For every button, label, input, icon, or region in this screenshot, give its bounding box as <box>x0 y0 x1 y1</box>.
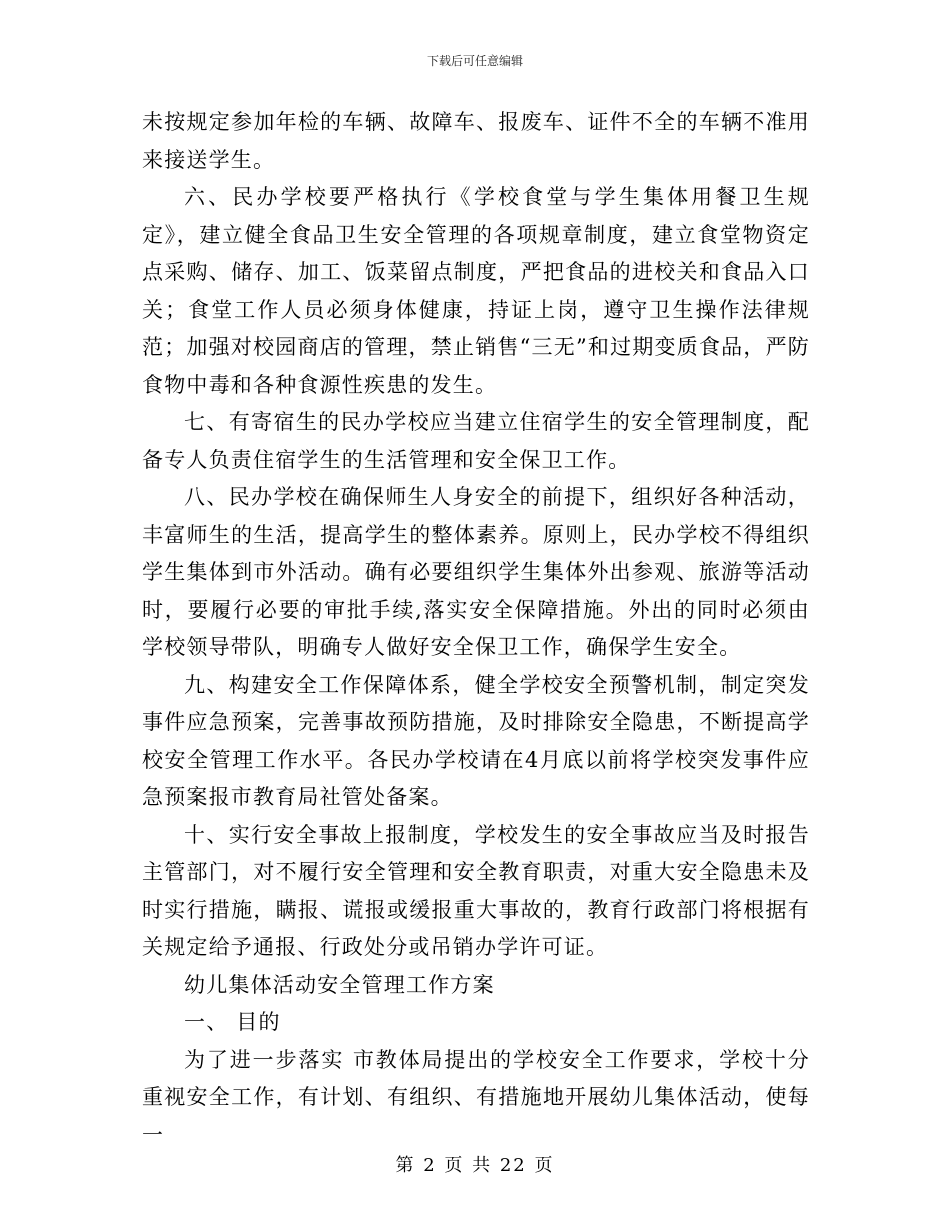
section-title: 幼儿集体活动安全管理工作方案 <box>184 972 495 997</box>
page-number: 第 2 页 共 22 页 <box>395 1155 555 1176</box>
page-header-note: 下载后可任意编辑 <box>426 54 523 68</box>
paragraph-purpose: 为了进一步落实 市教体局提出的学校安全工作要求，学校十分重视安全工作，有计划、有组织、有措施地开展幼儿集体活动，使每一 <box>142 1047 810 1147</box>
paragraph-item-7: 七、有寄宿生的民办学校应当建立住宿学生的安全管理制度，配备专人负责住宿学生的生活管理和安全保卫工作。 <box>142 410 810 472</box>
document-body <box>142 104 810 1154</box>
paragraph-continuation: 未按规定参加年检的车辆、故障车、报废车、证件不全的车辆不准用来接送学生。 <box>142 110 810 172</box>
paragraph-item-10: 十、实行安全事故上报制度，学校发生的安全事故应当及时报告主管部门，对不履行安全管理和安全教育职责，对重大安全隐患未及时实行措施，瞒报、谎报或缓报重大事故的，教育行政部门将根据有关规定给予通报、行政处分或吊销办学许可证。 <box>142 822 810 959</box>
paragraph-item-6: 六、民办学校要严格执行《学校食堂与学生集体用餐卫生规定》，建立健全食品卫生安全管理的各项规章制度，建立食堂物资定点采购、储存、加工、饭菜留点制度，严把食品的进校关和食品入口关；食堂工作人员必须身体健康，持证上岗，遵守卫生操作法律规范；加强对校园商店的管理，禁止销售“三无”和过期变质食品，严防食物中毒和各种食源性疾患的发生。 <box>142 185 810 397</box>
section-heading-purpose: 一、 目的 <box>184 1010 281 1034</box>
paragraph-item-9: 九、构建安全工作保障体系，健全学校安全预警机制，制定突发事件应急预案，完善事故预防措施，及时排除安全隐患，不断提高学校安全管理工作水平。各民办学校请在4月底以前将学校突发事件应急预案报市教育局社管处备案。 <box>142 672 810 809</box>
paragraph-item-8: 八、民办学校在确保师生人身安全的前提下，组织好各种活动，丰富师生的生活，提高学生的整体素养。原则上，民办学校不得组织学生集体到市外活动。确有必要组织学生集体外出参观、旅游等活动时，要履行必要的审批手续,落实安全保障措施。外出的同时必须由学校领导带队，明确专人做好安全保卫工作，确保学生安全。 <box>142 485 810 659</box>
